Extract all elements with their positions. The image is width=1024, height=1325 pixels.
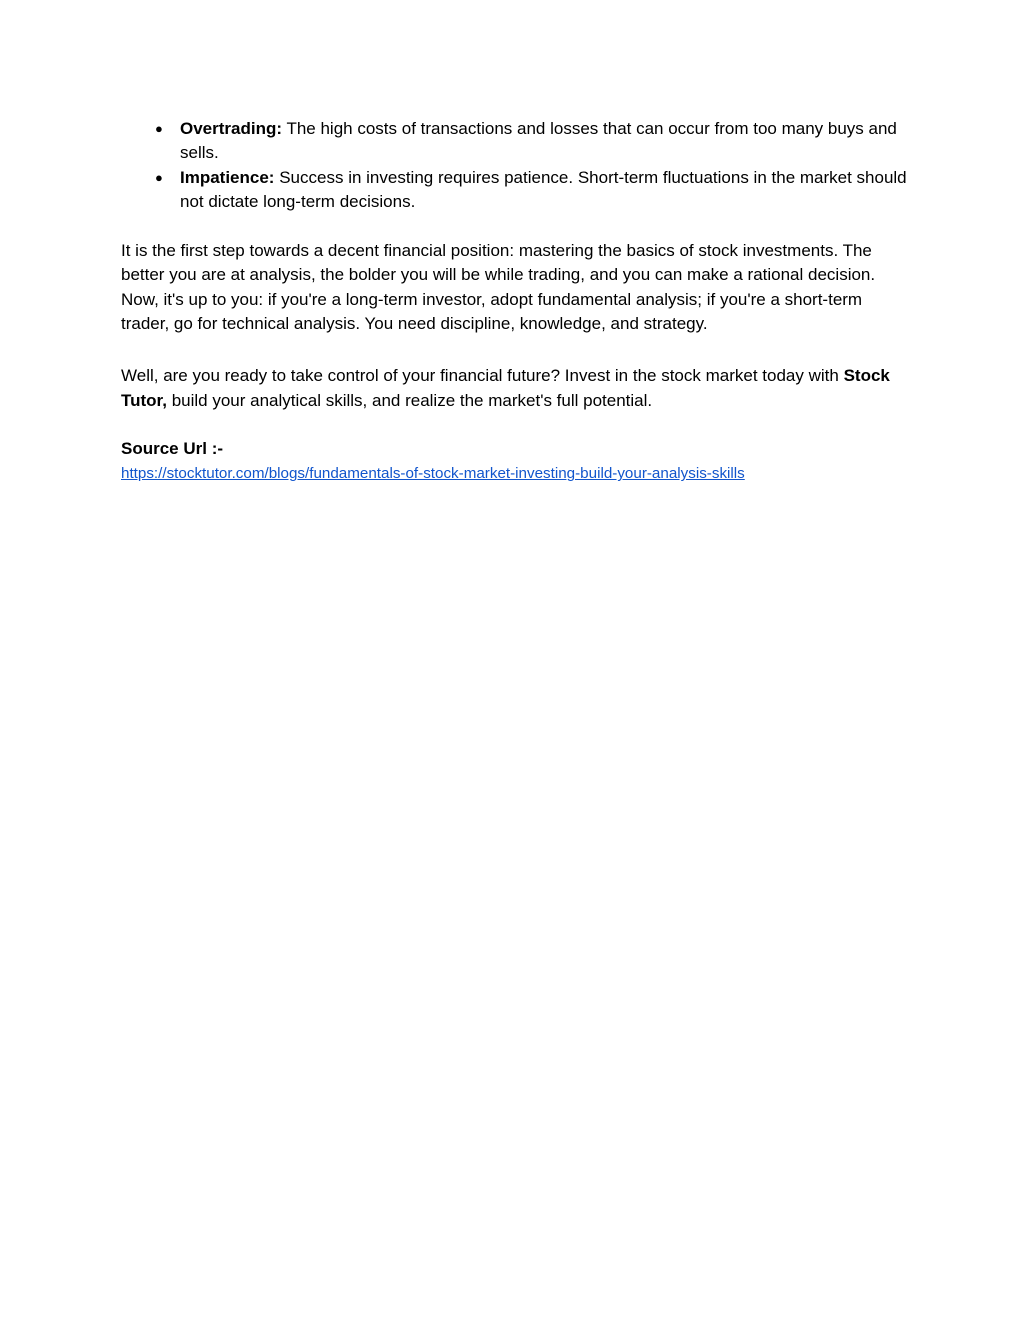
bullet-icon: ● [155,169,163,185]
list-item-overtrading [121,117,911,166]
call-to-action-paragraph [121,364,911,413]
list-item-term: Impatience: [180,167,275,187]
source-url-link[interactable]: https://stocktutor.com/blogs/fundamentals-of-stock-market-investing-build-your-analysis-skills [121,465,745,483]
cta-text-after: build your analytical skills, and realize the market's full potential. [171,390,653,410]
conclusion-paragraph: It is the first step towards a decent financial position: mastering the basics of stock investments. The better you are at analysis, the bolder you will be while trading, and you can make a rational decision. Now, it's up to you: if you're a long-term investor, adopt fundamental analysis; if you're a short-term trader, go for technical analysis. You need discipline, knowledge, and strategy. [121,241,876,334]
document-body [121,117,911,486]
brand-name: Stock Tutor, [121,366,890,410]
list-item-text: The high costs of transactions and losses that can occur from too many buys and sells. [180,119,897,163]
source-label: Source Url :- [121,438,224,458]
list-item-text: Success in investing requires patience. Short-term fluctuations in the market should not dictate long-term decisions. [180,167,907,211]
pitfalls-list [121,117,911,214]
bullet-icon: ● [155,121,163,136]
list-item-term: Overtrading: [180,119,283,138]
list-item-impatience [121,166,911,215]
cta-text-before: Well, are you ready to take control of your financial future? Invest in the stock market today with [121,366,839,386]
